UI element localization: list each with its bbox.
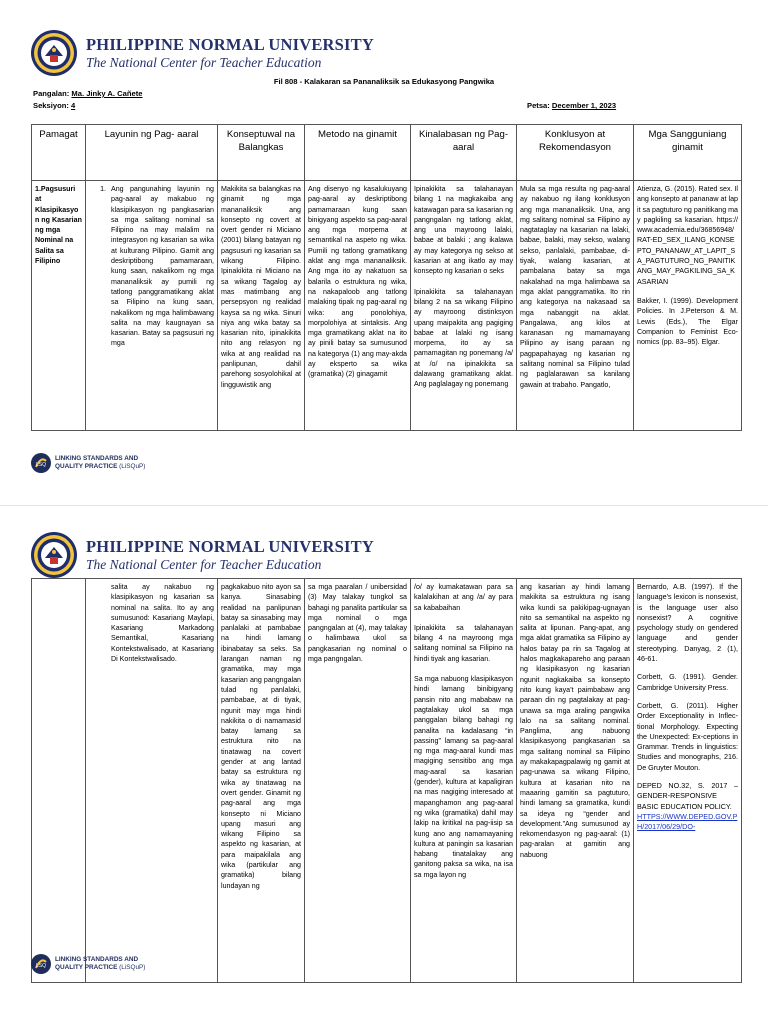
- column-header-references: Mga Sangguniang ginamit: [634, 125, 742, 181]
- university-name: PHILIPPINE NORMAL UNIVERSITY: [86, 35, 374, 54]
- objective-number: 1.: [100, 185, 106, 193]
- cell-references: [634, 579, 742, 983]
- cell-objective: [86, 579, 218, 983]
- column-header-framework: Konseptuwal na Balangkas: [218, 125, 305, 181]
- reference-entry: Corbett, G. (1991). Gender. Cambridge University Press.: [637, 672, 738, 692]
- footer-abbr: (LiSQuP): [119, 964, 146, 971]
- reference-entry: Atienza, G. (2015). Rated sex. Ilang konsepto at pananaw at lapit sa pagtuturo ng panitikang may pagkiling sa kasarian. https://www.academia.edu/36856948/RAT-ED_SEX_ILANG_KONSEPTO_PANANAW_AT_LAPIT_SA_PAGTUTURO_NG_PANITIKANG_MAY_PAGKILING_SA_KASARIAN: [637, 185, 738, 286]
- lisqup-logo-icon: [30, 452, 52, 474]
- university-tagline: The National Center for Teacher Education: [86, 557, 322, 572]
- reference-entry: DEPED NO.32, S. 2017 – GENDER-RESPONSIVE BASIC EDUCATION POLICY.: [637, 781, 738, 811]
- university-header: [30, 530, 374, 580]
- university-header: [30, 28, 374, 78]
- table-row: [32, 181, 742, 431]
- university-name: PHILIPPINE NORMAL UNIVERSITY: [86, 537, 374, 556]
- lisqup-logo-icon: [30, 953, 52, 975]
- table-header-row: [32, 125, 742, 181]
- course-title: Fil 808 - Kalakaran sa Pananaliksik sa Edukasyong Pangwika: [273, 77, 495, 86]
- svg-text:LSQ: LSQ: [35, 462, 47, 468]
- section-value: 4: [71, 101, 76, 110]
- lisqup-footer: [30, 452, 145, 474]
- results-paragraph: Sa mga nabuong klasipikasyon hindi lamang binibigyang pansin nito ang mababaw na pagtalakay ukol sa mga panggalan bilang bahagi ng panalita na kadalasang “in passing” lamang sa pag-aaral ng mga mag-aaral kundi mas magiging sensitibo ang mga mag-aaral sa kasarian (gender), kultura at kapaligiran na mas nagiging interesado at mapanghamon ang pag-aaral ng wika (gramatika) dahil may lakip na kritikal na pag-iisip sa kung ano ang namamayaning kultura at paningin sa kasarian habang tinatalakay ang ganitong paksa sa wika, na isa sa mga layon ng: [414, 675, 513, 879]
- university-seal-icon: [30, 531, 78, 579]
- footer-line-2: QUALITY PRACTICE: [55, 964, 118, 971]
- column-header-method: Metodo na ginamit: [305, 125, 411, 181]
- column-header-objective: Layunin ng Pag- aaral: [86, 125, 218, 181]
- footer-abbr: (LiSQuP): [119, 463, 146, 470]
- cell-method: Ang disenyo ng kasalukuyang pag-aaral ay deskriptibong pamamaraan kung saan binigyang aspekto sa pag-aaral ang mga morpema at semantikal na aspeto ng wika. Pumili ng tatlong gramatikang aklat ang mga mananaliksik. Ang mga ito ay nakatuon sa balarila o estruktura ng wika, na nakapaloob ang tatlong malaking tipak ng pag-aaral ng wika: ang ponolohiya, morpolohiya at sintaksis. Ang mga gramatikang aklat na ito ay pinili batay sa sumusunod na kategorya (1) ang may-akda ay eksperto sa wika (gramatika) (2) ginagamit: [305, 181, 411, 431]
- results-paragraph: Ipinakikita sa talahanayan bilang 1 na magkakaiba ang katawagan para sa kasarian ng pangngalan ng tatlong aklat, ang una mayroong lalaki, babae at balaki ; ang ikalawa ay may kategorya ng sekso at kasarian at ang ikatlo ay may konsepto ng kasarian o seks: [414, 185, 513, 276]
- reference-link[interactable]: HTTPS://WWW.DEPED.GOV.PH/2017/06/29/DO-: [637, 811, 738, 832]
- document-page-1: [0, 0, 768, 505]
- section-label: Seksiyon:: [33, 101, 69, 110]
- objective-text: salita ay nakabuo ng klasipikasyon ng kasarian sa nominal na salita. Ito ay ang sumusunod: Kasariang Maylapi, Kasariang Markadong Semantikal, Kasariang Kontekstwalisado, at Kasariang Di Kontekstwalisado.: [111, 583, 214, 664]
- research-matrix-table: [31, 124, 742, 431]
- cell-conclusion: Mula sa mga resulta ng pag-aaral ay nakabuo ng ilang konklusyon ang mga mananaliksik. Una, ang mg salitang nominal sa Filipino ay nagtataglay na kasarian na lalaki, babae, balaki, may sekso, walang sekso, panlalaki, pambabae, di-tiyak, walang kasarian, at pambalana batay sa mga nakalahad na mga halimbawa sa mga aklat panggramatika. Ito rin ang kategorya na nakasaad sa mga nabanggit na aklat. Pangalawa, ang kilos at karanasan ng mamamayang Pilipino ay isang paraan ng pagpapahayag ng kasarian ng salitang nominal sa Filipino tulad ng paglalarawan sa kanilang gawain at trabaho. Pangatlo,: [517, 181, 634, 431]
- reference-entry: Bernardo, A.B. (1997). If the language’s lexicon is nonsexist, is the language user also nonsexist? A cognitive psychology study on gendered language and gender stereotyping. Danyag, 2 (1), 46-61.: [637, 582, 738, 664]
- cell-results: [411, 579, 517, 983]
- cell-conclusion: ang kasarian ay hindi lamang makikita sa estruktura ng isang wika kundi sa pakikipag-ugnayan nito sa semantikal na aspekto ng salita at lipunan. Pang-apat, ang mga aklat gramatika sa Filipino ay halos batay pa rin sa Tagalog at halos magkakapareho ang paraan ng klasipikasyon ng kasarian ngunit nagkakaiba sa konsepto nito kung kaya’t paimbabaw ang paraan din ng pagtalakay at pag-unawa sa mga araling pangwika lalo na sa salitang nominal. Panglima, ang nabuong klasipikasyong pangkasarian sa mga salitang nominal sa Filipino ay makakapagpalawig ng gamit at pag-unawa sa wikang Filipino, kultura at kasarian nito na maaaring gamitin sa pagtuturo, hindi lamang sa gramatika, kundi sa ideya ng “gender and development.”Ang sumusunod ay rekomendasyon ng pag-aaral: (1) pag-aralan at gamitin ang nabuong: [517, 579, 634, 983]
- name-label: Pangalan:: [33, 89, 70, 98]
- results-paragraph: Ipinakikita sa talahanayan bilang 2 na sa wikang Filipino ay mayroong distinksyon upang maipakita ang pagiging babae at lalaki ng isang morpema, ito ay sa pamamagitan ng ponemang /a/ at /o/ na ipinakikita sa dalawang gramatikang aklat. Ang paglalagay ng ponemang: [414, 287, 513, 389]
- date-line: [527, 101, 616, 110]
- cell-objective: [86, 181, 218, 431]
- cell-framework: pagkakabuo nito ayon sa kanya. Sinasabing realidad na panlipunan batay sa sinasabing may panlalaki at pambabae na hindi lamang ibinabatay sa seks. Sa larangan naman ng gramatika, may mga kasarian ang pangngalan tulad ng panlalaki, pambabae, at di tiyak, ngunit may mga hindi nakikita o di namamasid batay lamang sa estruktura nito na tinatawag na covert gender at ang lantad batay sa estruktura ng wika ay tinatawag na overt gender. Ginamit ng pag-aaral ang mga konsepto ni Miciano upang masuri ang wikang Filipino sa aspekto ng kasarian, at para maipakilala ang wika (partikular ang gramatika) bilang lundayan ng: [218, 579, 305, 983]
- cell-title: 1.Pagsusuri at Klasipikasyo n ng Kasarian ng mga Nominal na Salita sa Filipino: [32, 181, 86, 431]
- lisqup-footer: [30, 953, 145, 975]
- column-header-title: Pamagat: [32, 125, 86, 181]
- results-paragraph: Ipinakikita sa talahanayan bilang 4 na mayroong mga salitang nominal sa Filipino na hindi tiyak ang kasarian.: [414, 623, 513, 663]
- svg-text:LSQ: LSQ: [35, 963, 47, 969]
- cell-results: [411, 181, 517, 431]
- reference-entry: Corbett, G. (2011). Higher Order Exceptionality in Inflec-tional Morphology. Expecting the Unexpected: Ex-ceptions in Grammar. Trends in linguistics: Studies and monographs, 216. De Gruyter Mouton.: [637, 700, 738, 772]
- cell-method: sa mga paaralan / unibersidad (3) May talakay tungkol sa bahagi ng panalita partikular sa mga nominal o mga pangngalan at (4), may talakay o halimbawa ukol sa pangkasarian ng nominal o mga pangngalan.: [305, 579, 411, 983]
- footer-line-1: LINKING STANDARDS AND: [55, 955, 139, 963]
- name-value: Ma. Jinky A. Cañete: [71, 89, 143, 98]
- cell-references: [634, 181, 742, 431]
- cell-framework: Makikita sa balangkas na ginamit ng mga mananaliksik ang konsepto ng covert at overt gender ni Miciano (2001) bilang batayan ng pagsusuri ng kasarian sa wikang Filipino. Ipinakikita ni Miciano na sa wikang Tagalog ay mas matimbang ang persepsyon ng realidad kaysa sa ng wika. Sinuri niya ang wika batay sa kasarian nito, ipinakikita nito ang relasyon ng wika at ang realidad na panlipunan, dahil parehong sosyolohikal at lingguwistik ang: [218, 181, 305, 431]
- reference-entry: Bakker, I. (1999). Development Policies. In J.Peterson & M. Lewis (Eds.), The Elgar Companion to Feminist Eco-nomics (pp. 83–95). Elgar.: [637, 296, 738, 347]
- name-line: [33, 89, 142, 98]
- research-matrix-table-continued: [31, 578, 742, 983]
- cell-title: [32, 579, 86, 983]
- footer-line-1: LINKING STANDARDS AND: [55, 454, 139, 462]
- footer-line-2: QUALITY PRACTICE: [55, 463, 118, 470]
- column-header-conclusion: Konklusyon at Rekomendasyon: [517, 125, 634, 181]
- column-header-results: Kinalabasan ng Pag-aaral: [411, 125, 517, 181]
- table-row: [32, 579, 742, 983]
- section-line: [33, 101, 75, 110]
- university-seal-icon: [30, 29, 78, 77]
- date-value: December 1, 2023: [551, 101, 617, 110]
- results-paragraph: /o/ ay kumakatawan para sa kalalakihan at ang /a/ ay para sa kababaihan: [414, 583, 513, 612]
- university-tagline: The National Center for Teacher Education: [86, 55, 322, 70]
- date-label: Petsa:: [527, 101, 550, 110]
- objective-text: Ang pangunahing layunin ng pag-aaral ay makabuo ng klasipikasyon ng pangkasarian sa mga salitang nominal sa Filipino na may malalim na integrasyon ng kasarian sa wika at kulturang Pilipino. Gamit ang deskriptibong pamamaraan, kung saan, nakalikom ng mga mananaliksik ay pumili ng tatlong panggramatikang aklat sa Filipino na kung saan, nakalikom ng mga halimbawang salita na may kaugnayan sa kasarian. Batay sa pagsusuri ng mga: [111, 185, 214, 348]
- document-page-2: [0, 505, 768, 1024]
